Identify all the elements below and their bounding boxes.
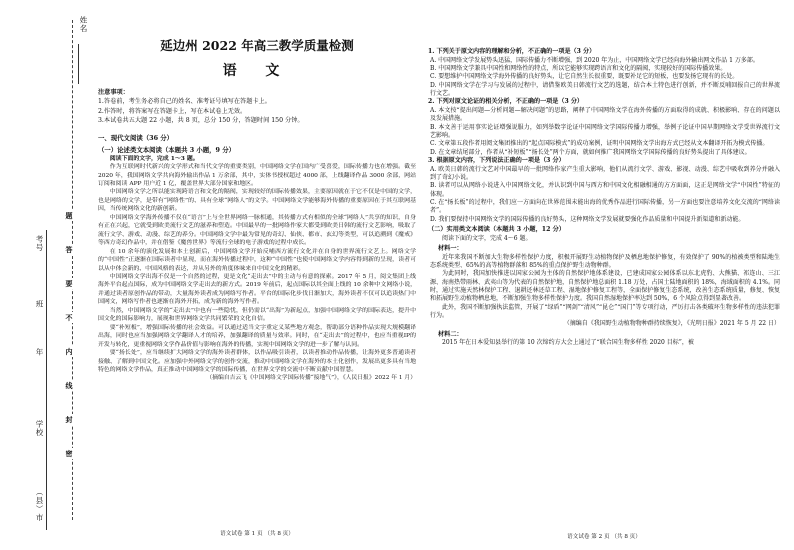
- name-blank: [78, 44, 79, 84]
- page-1: [98, 22, 416, 537]
- question-1: 1. 下列关于原文内容的理解和分析，不正确的一项是（3 分）: [428, 48, 596, 55]
- page-2: [428, 48, 780, 538]
- notice-item: 2.作答时，将答案写在答题卡上，写在本试卷上无效。: [98, 107, 247, 115]
- material-paragraph: 为此同时，我国加快推进以国家公园为主体的自然保护地体系建设，已建成国家公园体系以东北虎豹、大熊猫、祁连山、三江源、海南热带雨林、武夷山等为代表的自然保护地，自然保护地总面积 1.18 万处，占国土陆地面积的 18%，海域面积的 4.1%。同时，通过实施天然林保护工程、退耕还林还草工程、湿地保护修复工程等，全面保护修复生态系统，改善生态系统质量，修复、恢复和拓展野生动植物栖息地，不断加强生物多样性保护力度。我国自然湿地保护率达到 50%，6 个风险点得到显著改善。: [430, 270, 780, 303]
- seal-word: 不: [65, 314, 74, 321]
- passage-paragraph: 在 10 余年的演化发展和本土创新后，中国网络文学开始反哺西方流行文化并在自身的世界流行文艺上。网络文学的“中国性”正逐渐在国际读者中显现，而在海外传播过程中，这种“中国性”也使中国网络文学内容得到新的呈现，读者可以从中体会新的、中国风格的表达，并从另外的角度体味来自中国文化的精彩。: [98, 248, 416, 272]
- info-line: [46, 230, 47, 530]
- source-credit: （摘编自《我国野生动植物物种群持续恢复》，《光明日报》2021 年 5 月 22 日）: [563, 320, 780, 328]
- option: D. 在文章结尾部分，作者从“补短板”“扬长处”两个方面，就如何推广我国网络文学国际传播的良好势头提出了具体建议。: [430, 148, 751, 156]
- notice-heading: 注意事项：: [98, 89, 129, 96]
- option: C. 要想维护中国网络文学海外传播的良好势头，让它自然生长很重要，既要补足它的短板，也要发扬它现有的长处。: [430, 73, 739, 81]
- page-footer: 语文试卷 第 2 页 （共 8 页）: [567, 534, 641, 540]
- passage-paragraph: 中国网络文学之所以能实现跨语言和文化的隔阂，实现较好的国际传播效果，主要原因就在于它不仅是中国的文学，也是网络的文学，是带有“网络性”的、具有全球“网络人”的文学。中国网络文学能够海外传播的重要原因在于其互联网基因，当传统网络文化的新创新。: [98, 189, 416, 213]
- subsection-heading: （一）论述类文本阅读（本题共 3 小题，9 分）: [98, 145, 235, 154]
- option: C. 文章第五段作者用阅文集团推出的“起点国际模式”的成功案例，证明中国网络文学出海方式已经从文本翻译开拓为模式传播。: [430, 140, 769, 148]
- county-label: （县）市: [35, 488, 44, 522]
- seal-word: 要: [65, 280, 74, 287]
- option: A. 中国网络文学发展势头迅猛，国际传播力不断增强，到 2020 年为止，中国网络文学已经向海外输出网文作品 1 万多部。: [430, 56, 759, 64]
- exam-no-label: 考号: [35, 235, 44, 252]
- material-paragraph: 近年来我国不断加大生物多样性保护力度，积极开展野生动植物保护及栖息地保护修复，有效保护了 90%的植被类型和陆地生态系统类型、65%的高等植物群落和 85%的重点保护野生动物种群。: [430, 253, 780, 269]
- page-footer: 语文试卷 第 1 页 （共 8 页）: [220, 531, 294, 537]
- option: C. 在“扬长板”的过程中，我们应一方面向在世界范围未能出海的优秀作品进行国际传播，另一方面也要注意培养文化交流的“网络读者”。: [430, 198, 780, 215]
- subsection-heading: （二）实用类文本阅读（本题共 3 小题，12 分）: [428, 225, 565, 233]
- passage-paragraph: 当然，中国网络文学的“走出去”中也有一些隐忧，但仍需以“出海”为新起点，加强中国网络文学的国际表达，提升中国文化的国际影响力，展现和世界网络文学共同繁荣的文化自信。: [98, 307, 416, 323]
- grade-label: 年: [35, 348, 44, 357]
- passage-paragraph: 要“扬长处”，应当继续扩大网络文学的海外读者群体，以作品吸引读者，以读者推动作品传播，让海外更多普通读者接触、了解到中国文化。应加强中外网络文学的创作交流，推动中国网络文学在海外的本土化创作，发展出更多具有当地特色的网络文学作品，真正推动中国网络文学的国际传播，在世界文学的交流中不断贡献中国智慧。: [98, 350, 416, 373]
- exam-title: 延边州 2022 年高三教学质量检测: [160, 38, 354, 53]
- section-heading: 一、现代文阅读（36 分）: [98, 133, 174, 142]
- question-2: 2. 下列对原文论证的相关分析，不正确的一项是（3 分）: [428, 98, 584, 106]
- material-paragraph: 此外，我国不断加强执法监管，开展了“绿盾”“网剑”“清风”“昆仑”“国门”等专项行动，严厉打击各类破坏生物多样性的违法犯罪行为。: [430, 303, 780, 319]
- option: A. 本文按“提出问题—分析问题—解决问题”的思路，阐释了中国网络文学在海外传播的方面取得的成就、积极影响、存在的问题以及发展措施。: [430, 106, 780, 123]
- material-paragraph: 2015 年在日本爱知县举行的第 10 次缔约方大会上通过了“联合国生物多样性 2020 目标”，被: [442, 339, 694, 347]
- source-credit: （摘编自吉云飞《中国网络文学国际传播“接地气”》，《人民日报》2022 年 1 月）: [206, 375, 416, 382]
- option: B. 本文善于运用事实论证增强说服力，如列举数字论证中国网络文学国际传播力增强，举例子论证中国早期网络文学受世界流行文艺影响。: [430, 123, 780, 139]
- notice-item: 1.答卷前，考生务必将自己的姓名、准考证号填写在答题卡上。: [98, 98, 271, 106]
- notice-block: [98, 88, 416, 126]
- passage-paragraph: 要“补短板”，增强国际传播的社会效益。可以通过适当文字重定义某些地方观念，帮助部分语种作品实现大规模翻译出海，同时也应当加强网络文学翻译人才的培养，加强翻译的质量与效率。同时，在“走出去”的过程中，也应当重视IP的开发与转化，更重视网络文学作品价值与影响在海外的传播，实现中国网络文学的进一步了解与认同。: [98, 324, 416, 348]
- name-label: 姓名: [79, 16, 88, 33]
- option: A. 欧美日韩的流行文艺对中国最早的一批网络作家产生重大影响，他们从流行文学、游戏、影视、动漫、综艺中吸收到养分并融入到了奇幻小说。: [430, 165, 780, 181]
- question-3: 3. 根据原文内容，下列说法正确的一项是（3 分）: [428, 156, 565, 164]
- option: D. 中国网络文学在学习与发展的过程中，请借鉴欧美日韩流行文艺的选题，结合本土特色进行创新，并不断反哺回报自己的世界流行文艺。: [430, 81, 780, 97]
- seal-word: 密: [65, 450, 74, 457]
- option: B. 中国网络文学兼具中国性和网络性的特点，所以它能够实现跨语言和文化的隔阂，实现较好的国际传播效果。: [430, 64, 727, 72]
- seal-word: 题: [65, 212, 74, 219]
- notice-item: 3.本试卷共五大题 22 小题，共 8 页，总分 150 分，答题时间 150 分钟。: [98, 117, 304, 125]
- seal-dashed-line: [72, 20, 73, 520]
- school-label: 学校: [35, 420, 44, 437]
- seal-word: 答: [65, 246, 74, 253]
- binding-margin: [0, 0, 92, 550]
- option: D. 我们要保持中国网络文学的国际传播的良好势头，这种网络文学发展就要强化作品质量和中国提升新渠道和新动能。: [430, 215, 745, 223]
- option: B. 读者可以从网络小说进入中国网络文化，并认识到中国与西方和中国文化相融相通的方方面面，这正是网络文学“中国性”特征的体现。: [430, 182, 780, 198]
- instruction: 阅读下面的文字，完成 4～6 题。: [442, 234, 532, 242]
- subject-title: 语 文: [222, 63, 292, 79]
- seal-word: 内: [65, 348, 74, 355]
- passage-paragraph: 中国网络文学海外传播不仅在“语言”上与全世界网络一脉相通，其传播方式有相似的全球“网络人”共享的知识，自身有正在兴起，它就受到欧美流行文艺的滋养和塑造。中国最早的一批网络作家大都受到欧美日韩的流行文艺影响，吸取了流行文学、游戏、动漫、综艺的养分。中国网络文学中最为常见的奇幻、仙侠、都市、玄幻等类型，可以追溯到《魔戒》等西方奇幻作品中，并在借鉴《魔兽世界》等流行全球的电子游戏的过程中成长。: [98, 214, 416, 247]
- material-label: 材料二：: [438, 330, 463, 338]
- class-label: 班: [35, 300, 44, 309]
- instruction: 阅读下面的文字，完成 1～3 题。: [109, 154, 199, 162]
- material-label: 材料一：: [438, 244, 463, 252]
- passage-paragraph: 中国网络文学出海不仅是一个自然的过程，更是文化“走出去”中的主动与有意的探索。2017 年 5 月，阅文集团上线海外平台起点国际，成为中国网络文学走出去的新方式。2019 年前后，起点国际以其全面上线的 10 余种中文网络小说，并通过读者原创作品的带动，大量海外读者成为网络写作者。平台的国际化步伐日渐加大，海外读者不仅可以追读热门中国网文，网络写作者也逐渐在海外开拓，成为新的海外写作者。: [98, 273, 416, 306]
- passage-paragraph: 作为互联网时代新兴的文学形式和当代文学的重要类别，中国网络文学在国内广受喜爱，国际传播力也在增强。截至 2020 年，我国网络文学共向海外输出作品 1 万余部，其中，实体书授权超过 4000 部，上线翻译作品 3000 余部，网站订阅和阅读 APP 用户近 1 亿，覆盖世界大部分国家和地区。: [98, 164, 416, 187]
- seal-word: 线: [65, 382, 74, 389]
- seal-word: 封: [65, 416, 74, 423]
